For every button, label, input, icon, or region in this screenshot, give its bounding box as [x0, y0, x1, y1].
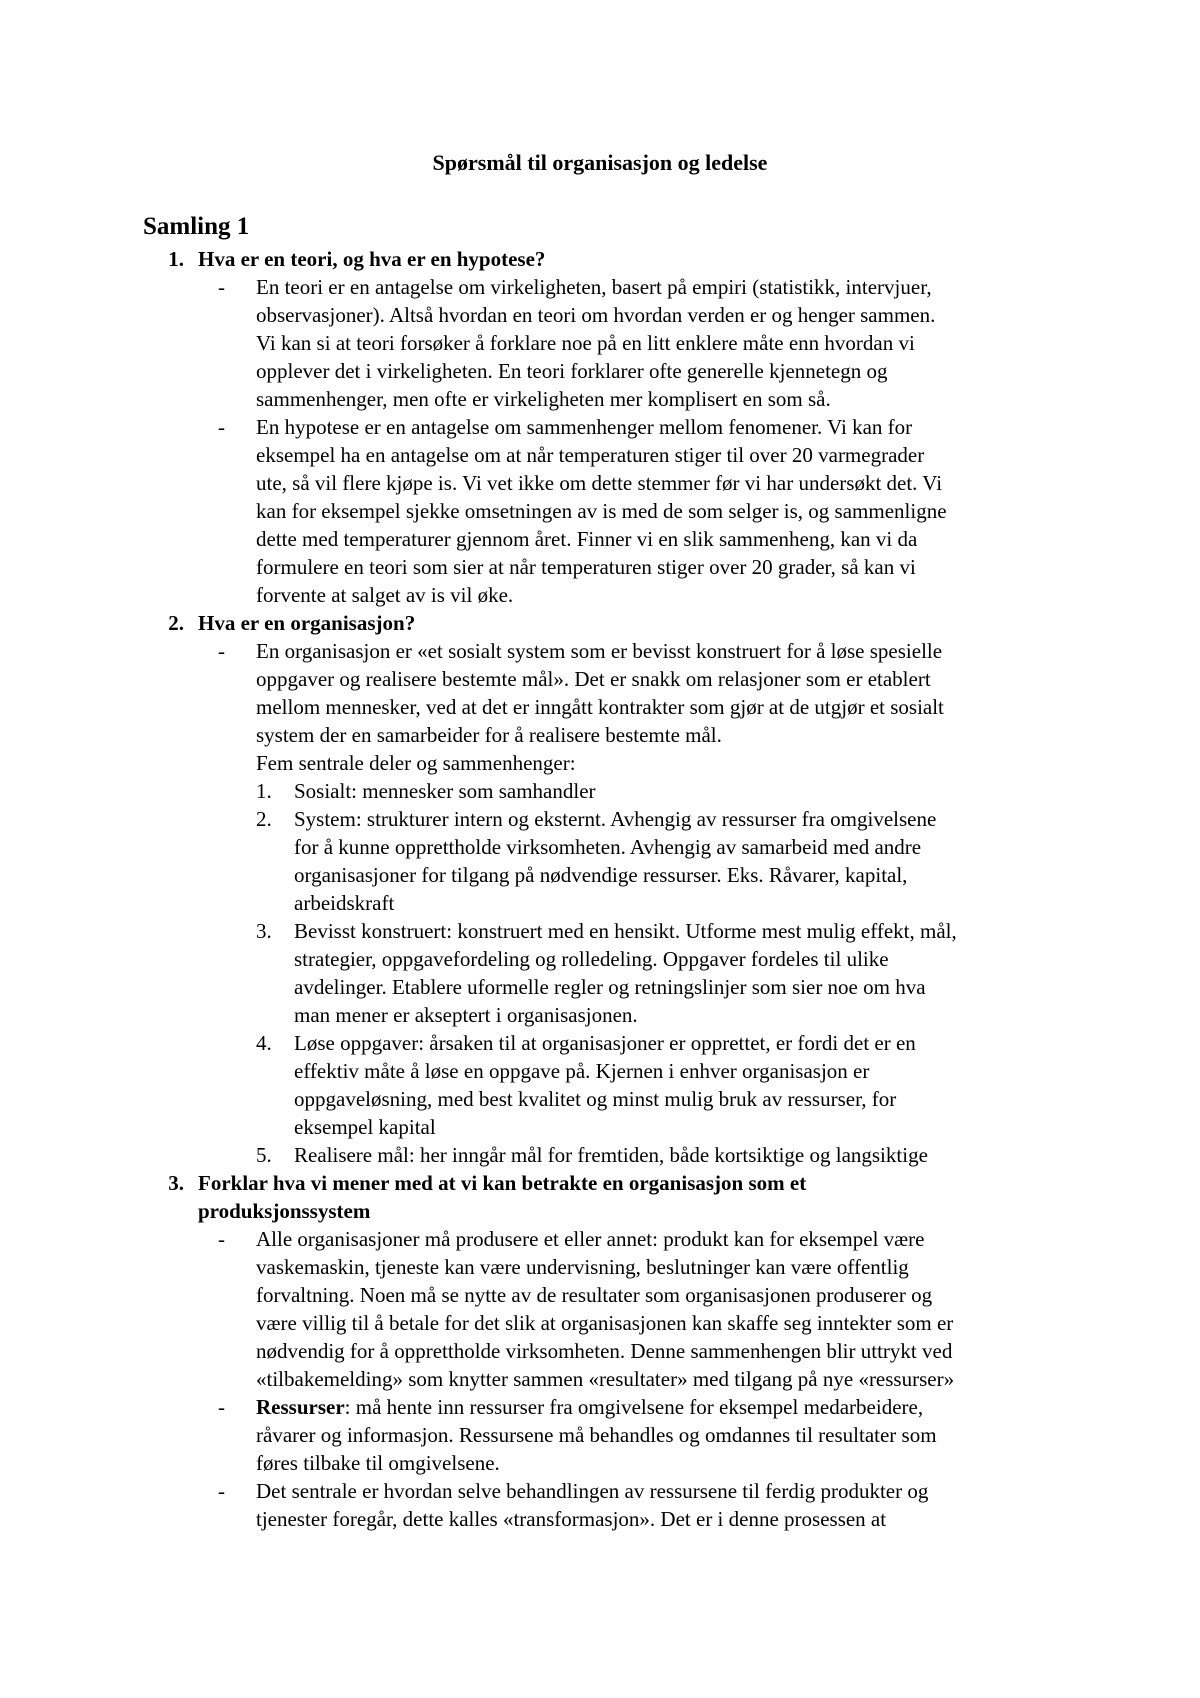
text-line: føres tilbake til omgivelsene.	[256, 1451, 500, 1475]
text-line: arbeidskraft	[294, 891, 395, 915]
text-line: organisasjoner for tilgang på nødvendige ressurser. Eks. Råvarer, kapital,	[294, 863, 908, 887]
answer-bullet	[142, 1477, 1072, 1533]
text-line: kan for eksempel sjekke omsetningen av is med de som selger is, og sammenligne	[256, 499, 947, 523]
text-line: avdelinger. Etablere uformelle regler og retningslinjer som sier noe om hva	[294, 975, 926, 999]
text-line: tjenester foregår, dette kalles «transformasjon». Det er i denne prosessen at	[256, 1507, 887, 1531]
document-body	[142, 245, 1072, 1533]
subitem-number: 1.	[256, 779, 272, 803]
text-line: Løse oppgaver: årsaken til at organisasjoner er opprettet, er fordi det er en	[294, 1031, 916, 1055]
text-line: oppgaver og realisere bestemte mål». Det er snakk om relasjoner som er etablert	[256, 667, 931, 691]
text-line: forvente at salget av is vil øke.	[256, 583, 514, 607]
text-line: nødvendig for å opprettholde virksomheten. Denne sammenhengen blir uttrykt ved	[256, 1339, 953, 1363]
text-line: dette med temperaturer gjennom året. Finner vi en slik sammenheng, kan vi da	[256, 527, 918, 551]
text-line: råvarer og informasjon. Ressursene må behandles og omdannes til resultater som	[256, 1423, 937, 1447]
text-line: man mener er akseptert i organisasjonen.	[294, 1003, 638, 1027]
subitem-number: 4.	[256, 1031, 272, 1055]
answer-bullet	[142, 1393, 1072, 1477]
subitem-number: 5.	[256, 1143, 272, 1167]
text-line: mellom mennesker, ved at det er inngått kontrakter som gjør at de utgjør et sosialt	[256, 695, 944, 719]
answer-bullet	[142, 413, 1072, 609]
dash-marker: -	[218, 639, 225, 663]
text-line: Det sentrale er hvordan selve behandlingen av ressursene til ferdig produkter og	[256, 1479, 929, 1503]
text-line: forvaltning. Noen må se nytte av de resultater som organisasjonen produserer og	[256, 1283, 933, 1307]
text-line: strategier, oppgavefordeling og rolledeling. Oppgaver fordeles til ulike	[294, 947, 889, 971]
bold-term: Ressurser	[256, 1395, 345, 1419]
dash-marker: -	[218, 275, 225, 299]
text-line: sammenhenger, men ofte er virkeligheten mer komplisert en som så.	[256, 387, 831, 411]
numbered-subitem	[142, 777, 1072, 805]
numbered-subitem	[142, 1141, 1072, 1169]
text-line: system der en samarbeider for å realisere bestemte mål.	[256, 723, 722, 747]
text-line	[256, 1393, 1072, 1421]
question-text-line: produksjonssystem	[198, 1199, 371, 1223]
text-line: En teori er en antagelse om virkeligheten, basert på empiri (statistikk, intervjuer,	[256, 275, 932, 299]
text-line: Realisere mål: her inngår mål for fremtiden, både kortsiktige og langsiktige	[294, 1143, 928, 1167]
text-line: være villig til å betale for det slik at organisasjonen kan skaffe seg inntekter som er	[256, 1311, 954, 1335]
text-line: vaskemaskin, tjeneste kan være undervisning, beslutninger kan være offentlig	[256, 1255, 909, 1279]
question-number: 3.	[168, 1171, 184, 1195]
question-text-line: Forklar hva vi mener med at vi kan betrakte en organisasjon som et	[198, 1171, 807, 1195]
answer-bullet	[142, 637, 1072, 749]
question-1	[142, 245, 1072, 273]
answer-bullet	[142, 273, 1072, 413]
text-line: Sosialt: mennesker som samhandler	[294, 779, 596, 803]
text-line: formulere en teori som sier at når temperaturen stiger over 20 grader, så kan vi	[256, 555, 916, 579]
text-line: System: strukturer intern og eksternt. Avhengig av ressurser fra omgivelsene	[294, 807, 937, 831]
question-number: 2.	[168, 611, 184, 635]
text-line: effektiv måte å løse en oppgave på. Kjernen i enhver organisasjon er	[294, 1059, 870, 1083]
text-line: eksempel ha en antagelse om at når temperaturen stiger til over 20 varmegrader	[256, 443, 925, 467]
section-heading: Samling 1	[143, 213, 250, 240]
text-line: for å kunne opprettholde virksomheten. Avhengig av samarbeid med andre	[294, 835, 922, 859]
text-line: opplever det i virkeligheten. En teori forklarer ofte generelle kjennetegn og	[256, 359, 888, 383]
text-line: «tilbakemelding» som knytter sammen «resultater» med tilgang på nye «ressurser»	[256, 1367, 955, 1391]
question-2	[142, 609, 1072, 637]
numbered-subitem	[142, 1029, 1072, 1141]
subitem-number: 3.	[256, 919, 272, 943]
dash-marker: -	[218, 1227, 225, 1251]
answer-bullet	[142, 1225, 1072, 1393]
numbered-subitem	[142, 805, 1072, 917]
text-line: Alle organisasjoner må produsere et eller annet: produkt kan for eksempel være	[256, 1227, 925, 1251]
text-line: En organisasjon er «et sosialt system som er bevisst konstruert for å løse spesielle	[256, 639, 943, 663]
text-line: Vi kan si at teori forsøker å forklare noe på en litt enklere måte enn hvordan vi	[256, 331, 915, 355]
subitems-intro: Fem sentrale deler og sammenhenger:	[256, 751, 576, 775]
dash-marker: -	[218, 1479, 225, 1503]
text-line: eksempel kapital	[294, 1115, 436, 1139]
dash-marker: -	[218, 1395, 225, 1419]
text-line-rest: : må hente inn ressurser fra omgivelsene for eksempel medarbeidere,	[344, 1395, 924, 1419]
text-line: En hypotese er en antagelse om sammenhenger mellom fenomener. Vi kan for	[256, 415, 913, 439]
question-3	[142, 1169, 1072, 1225]
text-line: ute, så vil flere kjøpe is. Vi vet ikke om dette stemmer før vi har undersøkt det. Vi	[256, 471, 943, 495]
text-line: observasjoner). Altså hvordan en teori om hvordan verden er og henger sammen.	[256, 303, 936, 327]
question-text: Hva er en organisasjon?	[198, 611, 416, 635]
text-line: Bevisst konstruert: konstruert med en hensikt. Utforme mest mulig effekt, mål,	[294, 919, 957, 943]
numbered-subitem	[142, 917, 1072, 1029]
question-number: 1.	[168, 247, 184, 271]
subitem-number: 2.	[256, 807, 272, 831]
dash-marker: -	[218, 415, 225, 439]
document-title: Spørsmål til organisasjon og ledelse	[432, 150, 768, 175]
text-line: oppgaveløsning, med best kvalitet og minst mulig bruk av ressurser, for	[294, 1087, 897, 1111]
question-text: Hva er en teori, og hva er en hypotese?	[198, 247, 546, 271]
